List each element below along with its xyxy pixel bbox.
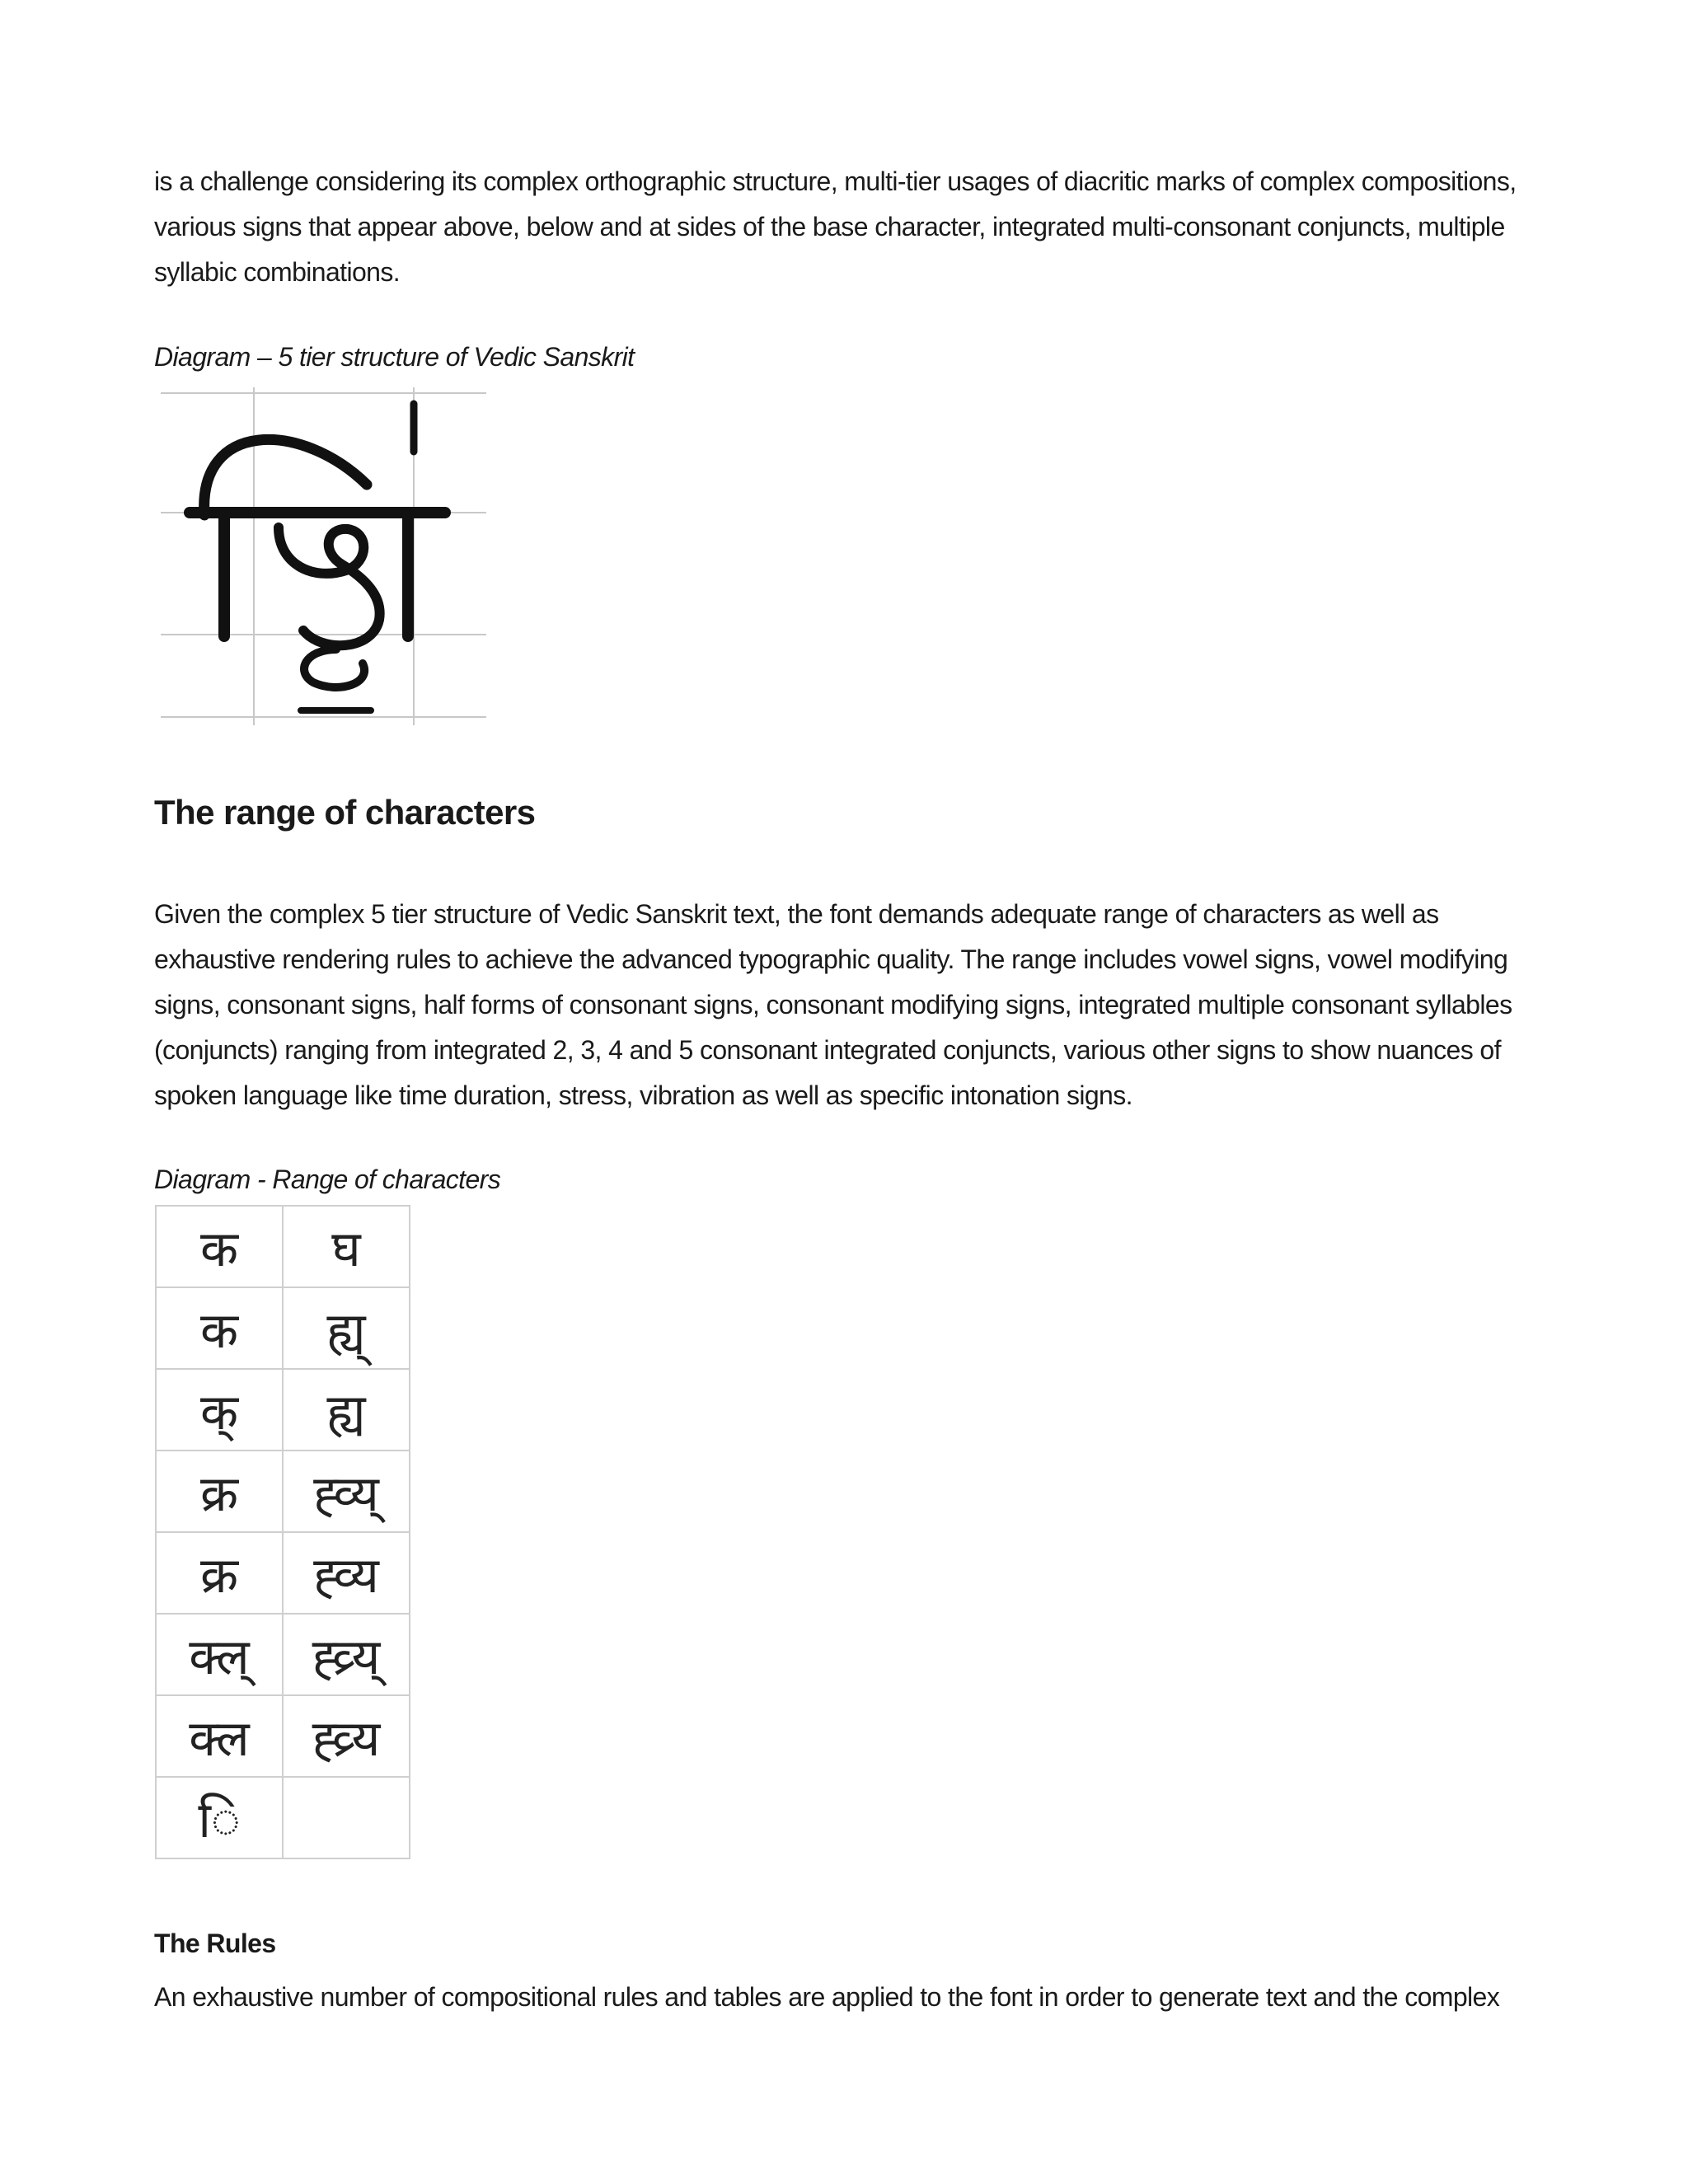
devanagari-glyph [190,404,445,710]
table-row [156,1695,410,1777]
table-cell: ह्व्र्य् [283,1614,410,1695]
table-cell: क [156,1206,283,1287]
rules-paragraph: An exhaustive number of compositional rules and tables are applied to the font in order to generate text and the complex [154,1982,1500,2012]
table-cell: क्र [156,1451,283,1532]
table-cell [283,1777,410,1858]
table-row [156,1287,410,1369]
intro-paragraph: is a challenge considering its complex orthographic structure, multi-tier usages of diacritic marks of complex compositions, various signs that appear above, below and at sides of the base character, integrated multi-consonant conjuncts, multiple syllabic combinations. [154,166,1517,287]
table-cell: क [156,1287,283,1369]
section-heading-range: The range of characters [154,793,536,832]
table-cell: क्र [156,1532,283,1614]
tier-grid [161,387,486,725]
table-row [156,1206,410,1287]
range-paragraph: Given the complex 5 tier structure of Vedic Sanskrit text, the font demands adequate range of characters as well as exhaustive rendering rules to achieve the advanced typographic quality. The range includes vowel signs, vowel modifying signs, consonant signs, half forms of consonant signs, consonant modifying signs, integrated multiple consonant syllables (conjuncts) ranging from integrated 2, 3, 4 and 5 consonant integrated conjuncts, various other signs to show nuances of spoken language like time duration, stress, vibration as well as specific intonation signs. [154,899,1512,1110]
table-cell: क्ल [156,1695,283,1777]
section-heading-rules: The Rules [154,1929,276,1958]
table-row [156,1777,410,1858]
table-cell: ि [156,1777,283,1858]
range-of-characters-table [155,1205,410,1859]
tier-structure-graphic [157,387,495,733]
table-cell: घ [283,1206,410,1287]
diagram-caption-tier-structure: Diagram – 5 tier structure of Vedic Sanskrit [154,342,635,372]
table-row [156,1369,410,1451]
table-cell: ह्य् [283,1287,410,1369]
table-row [156,1532,410,1614]
diagram-caption-range: Diagram - Range of characters [154,1165,501,1194]
table-row [156,1451,410,1532]
table-cell: ह्व्य् [283,1451,410,1532]
table-cell: ह्व्र्य [283,1695,410,1777]
table-cell: ह्य [283,1369,410,1451]
table-cell: क् [156,1369,283,1451]
table-cell: ह्व्य [283,1532,410,1614]
table-cell: क्ल् [156,1614,283,1695]
tier-structure-diagram [157,387,495,733]
table-row [156,1614,410,1695]
